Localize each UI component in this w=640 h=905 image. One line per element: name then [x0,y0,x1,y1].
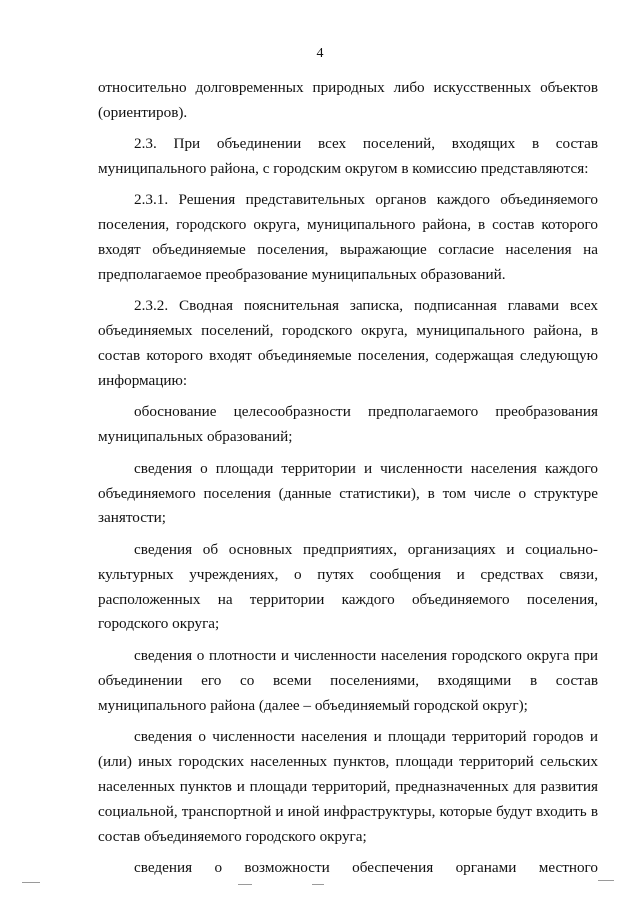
paragraph-continuation: относительно долговременных природных либо искусственных объектов (ориентиров). [98,79,598,121]
scan-artifact [312,884,324,885]
scan-artifact [22,882,40,883]
scan-artifact [598,880,614,881]
list-item-justification: обоснование целесообразности предполагаемого преобразования муниципальных образований; [98,403,598,446]
list-item-density: сведения о плотности и численности населения городского округа при объединении его со всеми поселениями, входящими в состав муниципального района (далее – объединяемый городской округ); [98,646,598,714]
list-item-enterprises: сведения об основных предприятиях, организациях и социально-культурных учреждениях, о путях сообщения и средствах связи, расположенных на территории каждого объединяемого поселения, городского округа; [98,540,598,633]
paragraph-2-3-2: 2.3.2. Сводная пояснительная записка, подписанная главами всех объединяемых поселений, городского округа, муниципального района, в состав которого входят объединяемые поселения, содержащая следующую информацию: [98,297,598,390]
page-number: 4 [316,46,324,61]
paragraph-2-3: 2.3. При объединении всех поселений, входящих в состав муниципального района, с городским округом в комиссию представляются: [98,135,598,178]
scan-artifact [238,884,252,885]
paragraph-2-3-1: 2.3.1. Решения представительных органов каждого объединяемого поселения, городского округа, муниципального района, в состав которого входят объединяемые поселения, выражающие согласие населения на предполагаемое преобразование муниципальных образований. [98,191,598,284]
list-item-area-population: сведения о площади территории и численности населения каждого объединяемого поселения (данные статистики), в том числе о структуре занятости; [98,459,598,527]
list-item-settlements-area: сведения о численности населения и площади территорий городов и (или) иных городских населенных пунктов, площади территорий сельских населенных пунктов и площади территорий, предназначенных для развития социальной, транспортной и иной инфраструктуры, которые будут входить в состав объединяемого городского округа; [98,727,598,845]
document-body [98,76,598,887]
list-item-local-government: сведения о возможности обеспечения органами местного [134,858,598,876]
